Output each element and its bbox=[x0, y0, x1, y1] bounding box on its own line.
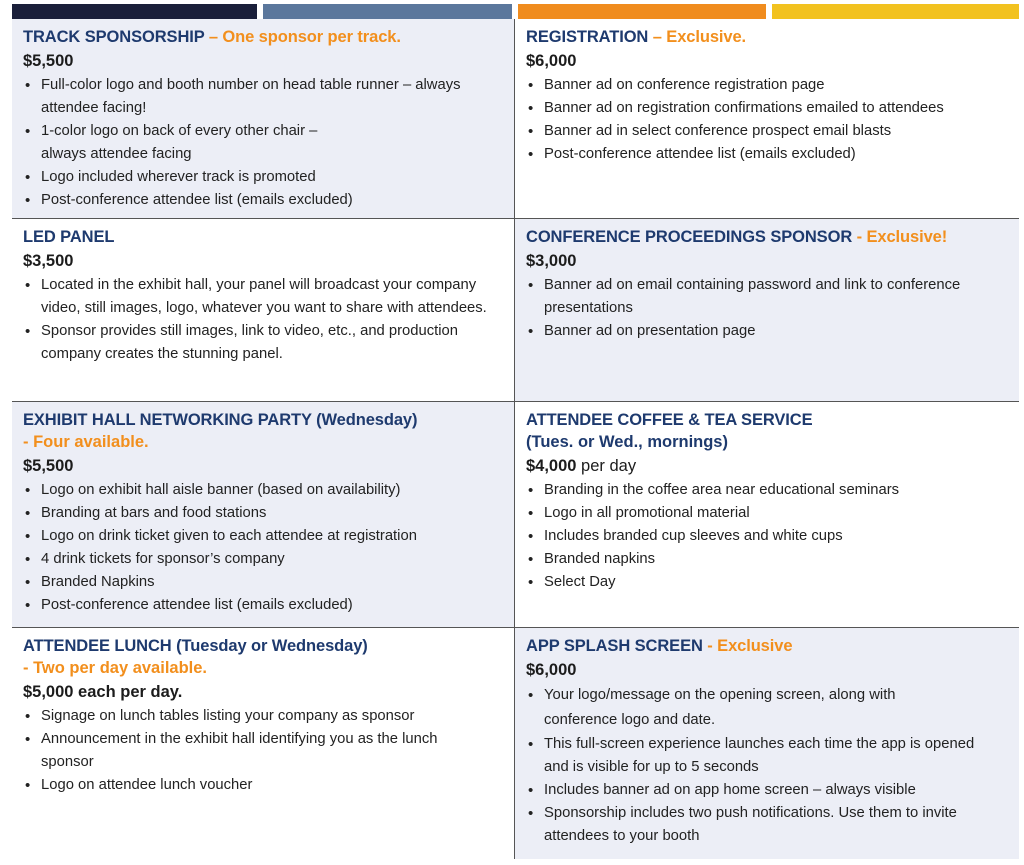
sponsorship-price: $5,500 bbox=[23, 52, 74, 70]
sponsorship-price: $3,500 bbox=[23, 252, 74, 270]
benefit-list bbox=[23, 274, 504, 366]
sponsorship-attendee-lunch bbox=[12, 628, 515, 859]
benefit-item: • This full-screen experience launches each time the app is opened and is visible for up to 5 seconds bbox=[526, 733, 996, 779]
benefit-item: • Post-conference attendee list (emails excluded) bbox=[23, 189, 504, 212]
sponsorship-networking-party bbox=[12, 402, 515, 628]
benefit-item: • Sponsor provides still images, link to video, etc., and production company creates the stunning panel. bbox=[23, 320, 463, 366]
benefit-item: • Banner ad on presentation page bbox=[526, 320, 1009, 343]
sponsorship-app-splash bbox=[515, 628, 1019, 859]
sponsorship-title: CONFERENCE PROCEEDINGS SPONSOR - Exclusive! bbox=[526, 228, 948, 246]
benefit-item: • Select Day bbox=[526, 571, 1009, 594]
sponsorship-title-sub: (Wednesday) bbox=[311, 411, 418, 429]
benefit-item: • Branding in the coffee area near educational seminars bbox=[526, 479, 1009, 502]
sponsorship-coffee-tea bbox=[515, 402, 1019, 628]
benefit-item: • Signage on lunch tables listing your company as sponsor bbox=[23, 705, 504, 728]
benefit-list bbox=[23, 74, 504, 212]
sponsorship-title: EXHIBIT HALL NETWORKING PARTY (Wednesday) bbox=[23, 411, 418, 429]
sponsorship-title: ATTENDEE COFFEE & TEA SERVICE bbox=[526, 411, 813, 429]
sponsorship-registration bbox=[515, 19, 1019, 219]
sponsorship-availability: - Four available. bbox=[23, 433, 149, 451]
sponsorship-note: – Exclusive. bbox=[648, 28, 747, 46]
benefit-item: • Post-conference attendee list (emails excluded) bbox=[526, 143, 1009, 166]
sponsorship-title: APP SPLASH SCREEN - Exclusive bbox=[526, 637, 793, 655]
benefit-item: • 1-color logo on back of every other chair – always attendee facing bbox=[23, 120, 363, 166]
color-bar-yellow bbox=[772, 4, 1019, 19]
sponsorship-note: – One sponsor per track. bbox=[204, 28, 401, 46]
benefit-item: • Logo on drink ticket given to each attendee at registration bbox=[23, 525, 504, 548]
benefit-item: • Branded napkins bbox=[526, 548, 1009, 571]
benefit-item: • Logo on exhibit hall aisle banner (based on availability) bbox=[23, 479, 504, 502]
color-bars bbox=[12, 4, 1014, 19]
sponsorship-note: - Exclusive bbox=[702, 637, 793, 655]
benefit-item: • Logo included wherever track is promoted bbox=[23, 166, 504, 189]
benefit-list bbox=[526, 683, 1009, 848]
sponsorship-title: ATTENDEE LUNCH (Tuesday or Wednesday) bbox=[23, 637, 368, 655]
benefit-list bbox=[526, 74, 1009, 166]
sponsorship-price: $3,000 bbox=[526, 252, 577, 270]
sponsorship-availability: - Two per day available. bbox=[23, 659, 208, 677]
sponsorship-conference-proceedings bbox=[515, 219, 1019, 402]
benefit-item: • Banner ad on conference registration page bbox=[526, 74, 1009, 97]
sponsorship-title-line2: (Tues. or Wed., mornings) bbox=[526, 433, 728, 451]
sponsorship-grid bbox=[12, 19, 1019, 859]
benefit-item: • 4 drink tickets for sponsor’s company bbox=[23, 548, 504, 571]
benefit-item: • Post-conference attendee list (emails excluded) bbox=[23, 594, 504, 617]
benefit-item: • Announcement in the exhibit hall identifying you as the lunch sponsor bbox=[23, 728, 473, 774]
benefit-item: • Sponsorship includes two push notifications. Use them to invite attendees to your booth bbox=[526, 802, 996, 848]
benefit-item: • Full-color logo and booth number on head table runner – always attendee facing! bbox=[23, 74, 493, 120]
benefit-item: • Your logo/message on the opening screen, along with conference logo and date. bbox=[526, 683, 956, 733]
sponsorship-title: TRACK SPONSORSHIP – One sponsor per track. bbox=[23, 28, 401, 46]
benefit-list bbox=[526, 274, 1009, 343]
sponsorship-price: $5,000 each per day. bbox=[23, 683, 183, 701]
sponsorship-title-sub: (Tuesday or Wednesday) bbox=[171, 637, 368, 655]
color-bar-dark bbox=[12, 4, 257, 19]
sponsorship-price: $6,000 bbox=[526, 661, 577, 679]
benefit-item: • Includes banner ad on app home screen – always visible bbox=[526, 779, 1009, 802]
sponsorship-price: $6,000 bbox=[526, 52, 577, 70]
benefit-item: • Logo on attendee lunch voucher bbox=[23, 774, 504, 797]
benefit-item: • Logo in all promotional material bbox=[526, 502, 1009, 525]
sponsorship-price: $4,000 per day bbox=[526, 457, 637, 475]
sponsorship-note: - Exclusive! bbox=[852, 228, 948, 246]
benefit-item: • Banner ad on registration confirmations emailed to attendees bbox=[526, 97, 946, 120]
benefit-item: • Includes branded cup sleeves and white cups bbox=[526, 525, 1009, 548]
sponsorship-led-panel bbox=[12, 219, 515, 402]
benefit-item: • Branding at bars and food stations bbox=[23, 502, 504, 525]
benefit-item: • Located in the exhibit hall, your panel will broadcast your company video, still images, logo, whatever you want to share with attendees. bbox=[23, 274, 488, 320]
sponsorship-title: LED PANEL bbox=[23, 228, 115, 246]
benefit-item: • Branded Napkins bbox=[23, 571, 504, 594]
sponsorship-title: REGISTRATION – Exclusive. bbox=[526, 28, 747, 46]
benefit-list bbox=[23, 479, 504, 617]
color-bar-steel bbox=[263, 4, 512, 19]
benefit-item: • Banner ad on email containing password and link to conference presentations bbox=[526, 274, 966, 320]
sponsorship-price: $5,500 bbox=[23, 457, 74, 475]
sponsorship-track bbox=[12, 19, 515, 219]
benefit-list bbox=[526, 479, 1009, 594]
color-bar-orange bbox=[518, 4, 766, 19]
benefit-item: • Banner ad in select conference prospect email blasts bbox=[526, 120, 1009, 143]
price-unit: per day bbox=[576, 457, 637, 475]
benefit-list bbox=[23, 705, 504, 797]
